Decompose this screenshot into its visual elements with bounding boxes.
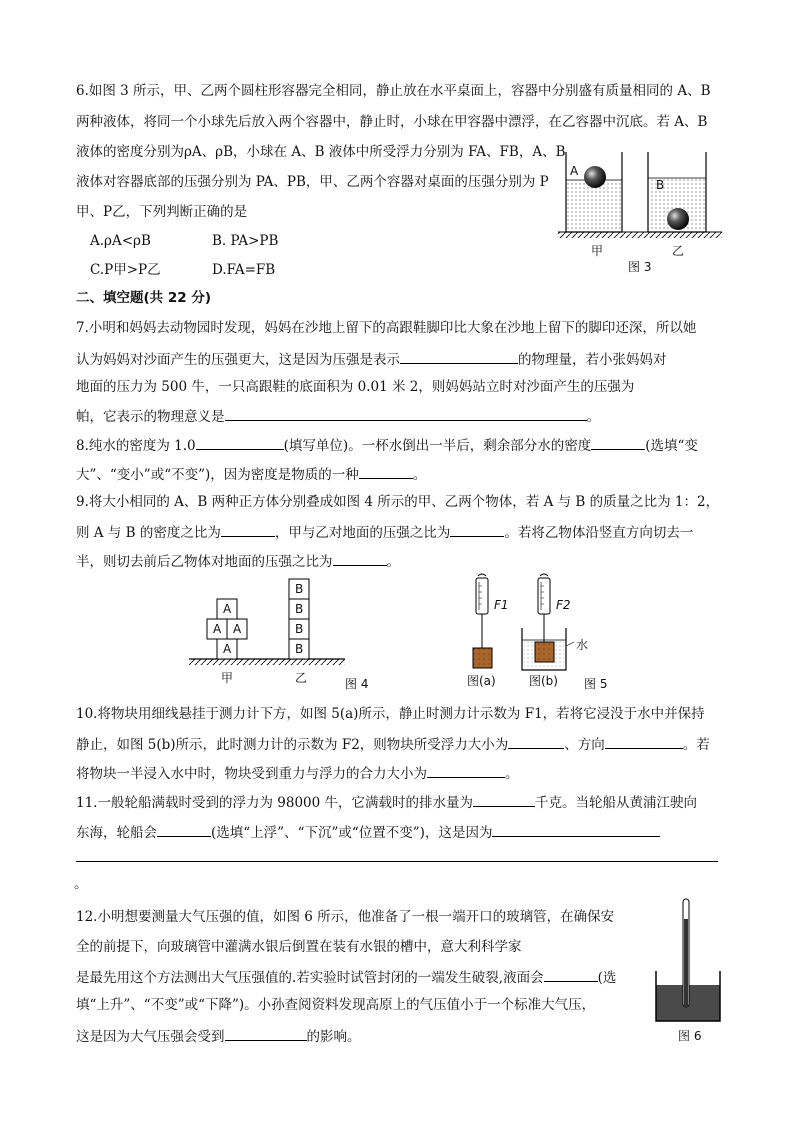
q11-line1-text-b: 千克。当轮船从黄浦江驶向: [535, 795, 697, 811]
q11-blank-1[interactable]: [473, 792, 535, 807]
fig5-label-f2: F2: [556, 598, 571, 612]
q7-line4-text-b: 。: [586, 409, 600, 425]
figure-3-drawing: [558, 150, 722, 275]
fig6-caption: 图 6: [678, 1029, 702, 1043]
fig5-label-f1: F1: [494, 598, 509, 612]
q11-line1-text-a: 11.一般轮船满载时受到的浮力为 98000 牛，它满载时的排水量为: [76, 795, 473, 811]
figure-6: [652, 895, 728, 1045]
fig4-block-b-2: B: [295, 602, 304, 616]
q12-line5: [76, 1026, 361, 1046]
fig5-label-water: 水: [576, 638, 589, 652]
q7-line3: 地面的压力为 500 牛，一只高跟鞋的底面积为 0.01 米 2，则妈妈站立时对沙面产生的压强为: [76, 379, 635, 395]
fig5-caption: 图 5: [584, 677, 608, 691]
q9-line3-text-b: 。: [386, 554, 400, 570]
section-2-heading: 二、填空题(共 22 分): [76, 290, 212, 306]
q11-blank-2[interactable]: [157, 822, 211, 837]
q8-blank-1[interactable]: [196, 435, 284, 450]
q8-line2-text-a: 大”、“变小”或“不变”)，因为密度是物质的一种: [76, 467, 359, 483]
q6-line2: 两种液体，将同一个小球先后放入两个容器中，静止时，小球在甲容器中漂浮，在乙容器中沉底。若 A、B: [76, 114, 708, 130]
q10-blank-1[interactable]: [508, 734, 564, 749]
q11-line3: 。: [74, 876, 88, 892]
q9-blank-2[interactable]: [450, 522, 504, 537]
figure-3: [558, 150, 722, 275]
figure-5: [462, 572, 642, 692]
q7-line1: 7.小明和妈妈去动物园时发现，妈妈在沙地上留下的高跟鞋脚印比大象在沙地上留下的脚印还深，所以她: [76, 320, 697, 336]
fig4-caption: 图 4: [345, 677, 369, 691]
q10-line3: [76, 763, 519, 783]
q10-line2-text-a: 静止，如图 5(b)所示，此时测力计的示数为 F2，则物块所受浮力大小为: [76, 737, 509, 753]
q12-line5-text-a: 这是因为大气压强会受到: [76, 1029, 225, 1045]
fig4-label-jia: 甲: [221, 671, 234, 685]
fig4-block-b-4: B: [295, 642, 304, 656]
q7-line4: [76, 406, 600, 426]
q8-line1-text-a: 8.纯水的密度为 1.0: [76, 438, 196, 454]
fig5-label-a: 图(a): [467, 674, 496, 688]
q12-line3: [76, 967, 616, 987]
fig4-block-a-1: A: [223, 602, 232, 616]
q12-blank-1[interactable]: [544, 967, 598, 982]
q9-line3: [76, 551, 400, 571]
fig3-label-yi: 乙: [672, 244, 685, 258]
figure-4: [185, 573, 385, 693]
fig4-block-a-4: A: [223, 642, 232, 656]
q7-blank-1[interactable]: [400, 349, 518, 364]
q8-line1-text-b: (填写单位)。一杯水倒出一半后，剩余部分水的密度: [283, 438, 592, 454]
q10-line2: [76, 734, 710, 754]
q11-line2-text-b: (选填“上浮”、“下沉”或“位置不变”)，这是因为: [211, 825, 493, 841]
q8-line2: [76, 464, 426, 484]
q6-line5: 甲、P乙，下列判断正确的是: [76, 204, 248, 220]
q12-line1: 12.小明想要测量大气压强的值，如图 6 所示，他准备了一根一端开口的玻璃管，在确保安: [76, 909, 615, 925]
q10-blank-3[interactable]: [427, 763, 505, 778]
q8-blank-2[interactable]: [591, 435, 645, 450]
q10-line2-text-c: 。若: [682, 737, 710, 753]
q6-line4: 液体对容器底部的压强分别为 PA、PB，甲、乙两个容器对桌面的压强分别为 P: [76, 174, 549, 190]
q8-line1-text-c: (选填“变: [645, 438, 698, 454]
q8-line2-text-b: 。: [412, 467, 427, 483]
fig4-block-b-3: B: [295, 622, 304, 636]
q10-blank-2[interactable]: [605, 734, 683, 749]
q12-line3-text-b: (选: [597, 970, 617, 986]
fig4-label-yi: 乙: [295, 671, 308, 685]
q11-blank-4[interactable]: [76, 861, 718, 862]
q6-line1: 6.如图 3 所示，甲、乙两个圆柱形容器完全相同，静止放在水平桌面上，容器中分别盛有质量相同的 A、B: [76, 83, 711, 99]
q9-line2: [76, 522, 693, 542]
fig3-label-b: B: [656, 178, 665, 192]
q9-line2-text-a: 则 A 与 B 的密度之比为: [76, 525, 221, 541]
q9-blank-1[interactable]: [221, 522, 275, 537]
q10-line1: 10.将物块用细线悬挂于测力计下方，如图 5(a)所示，静止时测力计示数为 F1，若将它浸没于水中并保持: [76, 706, 705, 722]
q11-blank-3[interactable]: [492, 822, 660, 837]
q8-blank-3[interactable]: [359, 464, 413, 479]
q9-line1: 9.将大小相同的 A、B 两种正方体分别叠成如图 4 所示的甲、乙两个物体，若 A 与 B 的质量之比为 1：2，: [76, 494, 720, 510]
q6-option-a: A.ρA<ρB: [90, 233, 151, 249]
q6-option-b: B. PA>PB: [212, 233, 279, 249]
q11-line2: [76, 822, 660, 842]
fig4-block-a-2: A: [213, 622, 222, 636]
fig3-label-a: A: [570, 164, 579, 178]
floating-ball: [584, 166, 606, 188]
q10-line3-text-b: 。: [505, 766, 519, 782]
q7-line2: [76, 349, 667, 369]
q7-line2-text-b: 的物理量，若小张妈妈对: [518, 352, 667, 368]
q6-option-c: C.P甲>P乙: [90, 262, 161, 278]
q10-line2-text-b: 、方向: [564, 737, 605, 753]
q8-line1: [76, 435, 698, 455]
q12-line2: 全的前提下，向玻璃管中灌满水银后倒置在装有水银的槽中，意大利科学家: [76, 939, 522, 955]
q9-line2-text-c: 。若将乙物体沿竖直方向切去一: [504, 525, 694, 541]
q10-line3-text-a: 将物块一半浸入水中时，物块受到重力与浮力的合力大小为: [76, 766, 427, 782]
sunken-ball: [667, 208, 689, 230]
q7-blank-2[interactable]: [225, 406, 587, 421]
q9-line3-text-a: 半，则切去前后乙物体对地面的压强之比为: [76, 554, 333, 570]
fig3-label-jia: 甲: [591, 244, 604, 258]
q9-line2-text-b: ，甲与乙对地面的压强之比为: [274, 525, 451, 541]
q7-line4-text-a: 帕，它表示的物理意义是: [76, 409, 225, 425]
fig3-caption: 图 3: [628, 260, 652, 274]
q12-line3-text-a: 是最先用这个方法测出大气压强值的.若实验时试管封闭的一端发生破裂,液面会: [76, 970, 544, 986]
q12-line5-text-b: 的影响。: [306, 1029, 361, 1045]
q12-line4: 填“上升”、“不变”或“下降”)。小孙查阅资料发现高原上的气压值小于一个标准大气压，: [76, 997, 596, 1013]
q11-line2-text-a: 东海，轮船会: [76, 825, 157, 841]
fig4-block-a-3: A: [233, 622, 242, 636]
q12-blank-2[interactable]: [225, 1026, 307, 1041]
q6-option-d: D.FA=FB: [212, 262, 276, 278]
fig4-block-b-1: B: [295, 582, 304, 596]
fig5-label-b: 图(b): [529, 674, 558, 688]
q9-blank-3[interactable]: [333, 551, 387, 566]
q11-line1: [76, 792, 697, 812]
q6-line3: 液体的密度分别为ρA、ρB，小球在 A、B 液体中所受浮力分别为 FA、FB，A、B: [76, 144, 566, 160]
figure-6-drawing: [652, 895, 728, 1025]
q7-line2-text-a: 认为妈妈对沙面产生的压强更大，这是因为压强是表示: [76, 352, 400, 368]
